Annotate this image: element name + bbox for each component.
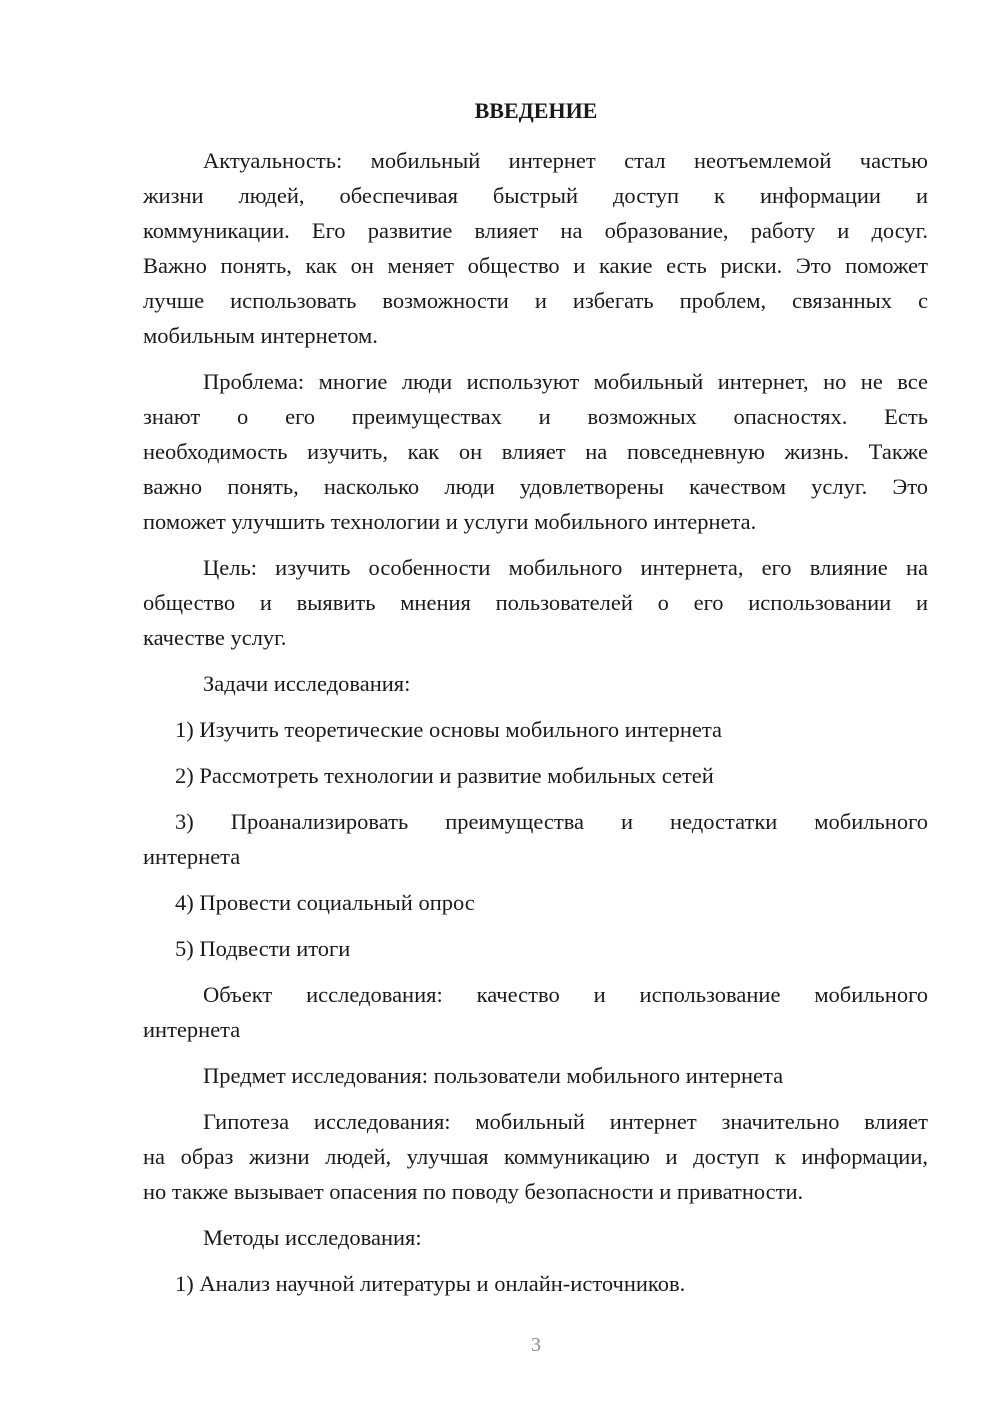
- text-line: жизни людей, обеспечивая быстрый доступ к информации и: [143, 183, 928, 208]
- list-item: [143, 931, 928, 966]
- page-title: ВВЕДЕНИЕ: [474, 98, 598, 123]
- text-line: 1) Изучить теоретические основы мобильного интернета: [175, 717, 722, 742]
- text-line: 1) Анализ научной литературы и онлайн-источников.: [175, 1271, 686, 1296]
- paragraph: [143, 550, 928, 655]
- text-line: на образ жизни людей, улучшая коммуникацию и доступ к информации,: [143, 1144, 928, 1169]
- text-line: Проблема: многие люди используют мобильный интернет, но не все: [203, 369, 928, 394]
- text-line: поможет улучшить технологии и услуги мобильного интернета.: [143, 509, 757, 534]
- text-line: интернета: [143, 844, 241, 869]
- text-line: Задачи исследования:: [203, 671, 411, 696]
- text-line: Объект исследования: качество и использование мобильного: [203, 982, 928, 1007]
- paragraph: [143, 1104, 928, 1209]
- list-item: [143, 1266, 928, 1301]
- page-number: 3: [531, 1334, 541, 1356]
- text-line: необходимость изучить, как он влияет на повседневную жизнь. Также: [143, 439, 928, 464]
- paragraph: [143, 1058, 928, 1093]
- list-item: [143, 758, 928, 793]
- list-item: [143, 885, 928, 920]
- paragraph: [143, 977, 928, 1047]
- text-line: лучше использовать возможности и избегать проблем, связанных с: [143, 288, 928, 313]
- text-line: 3) Проанализировать преимущества и недостатки мобильного: [175, 809, 928, 834]
- paragraph: [143, 143, 928, 353]
- text-line: 4) Провести социальный опрос: [175, 890, 475, 915]
- document-body: [143, 143, 928, 1312]
- text-line: Важно понять, как он меняет общество и какие есть риски. Это поможет: [143, 253, 928, 278]
- paragraph: [143, 364, 928, 539]
- list-item: [143, 804, 928, 874]
- text-line: качестве услуг.: [143, 625, 287, 650]
- text-line: 2) Рассмотреть технологии и развитие мобильных сетей: [175, 763, 714, 788]
- text-line: 5) Подвести итоги: [175, 936, 351, 961]
- list-item: [143, 712, 928, 747]
- text-line: интернета: [143, 1017, 241, 1042]
- text-line: знают о его преимуществах и возможных опасностях. Есть: [143, 404, 928, 429]
- text-line: общество и выявить мнения пользователей о его использовании и: [143, 590, 928, 615]
- text-line: Цель: изучить особенности мобильного интернета, его влияние на: [203, 555, 928, 580]
- paragraph: [143, 1220, 928, 1255]
- text-line: Методы исследования:: [203, 1225, 422, 1250]
- text-line: Гипотеза исследования: мобильный интернет значительно влияет: [203, 1109, 928, 1134]
- text-line: Актуальность: мобильный интернет стал неотъемлемой частью: [203, 148, 928, 173]
- text-line: коммуникации. Его развитие влияет на образование, работу и досуг.: [143, 218, 928, 243]
- text-line: но также вызывает опасения по поводу безопасности и приватности.: [143, 1179, 804, 1204]
- text-line: мобильным интернетом.: [143, 323, 378, 348]
- paragraph: [143, 666, 928, 701]
- text-line: важно понять, насколько люди удовлетворены качеством услуг. Это: [143, 474, 928, 499]
- text-line: Предмет исследования: пользователи мобильного интернета: [203, 1063, 784, 1088]
